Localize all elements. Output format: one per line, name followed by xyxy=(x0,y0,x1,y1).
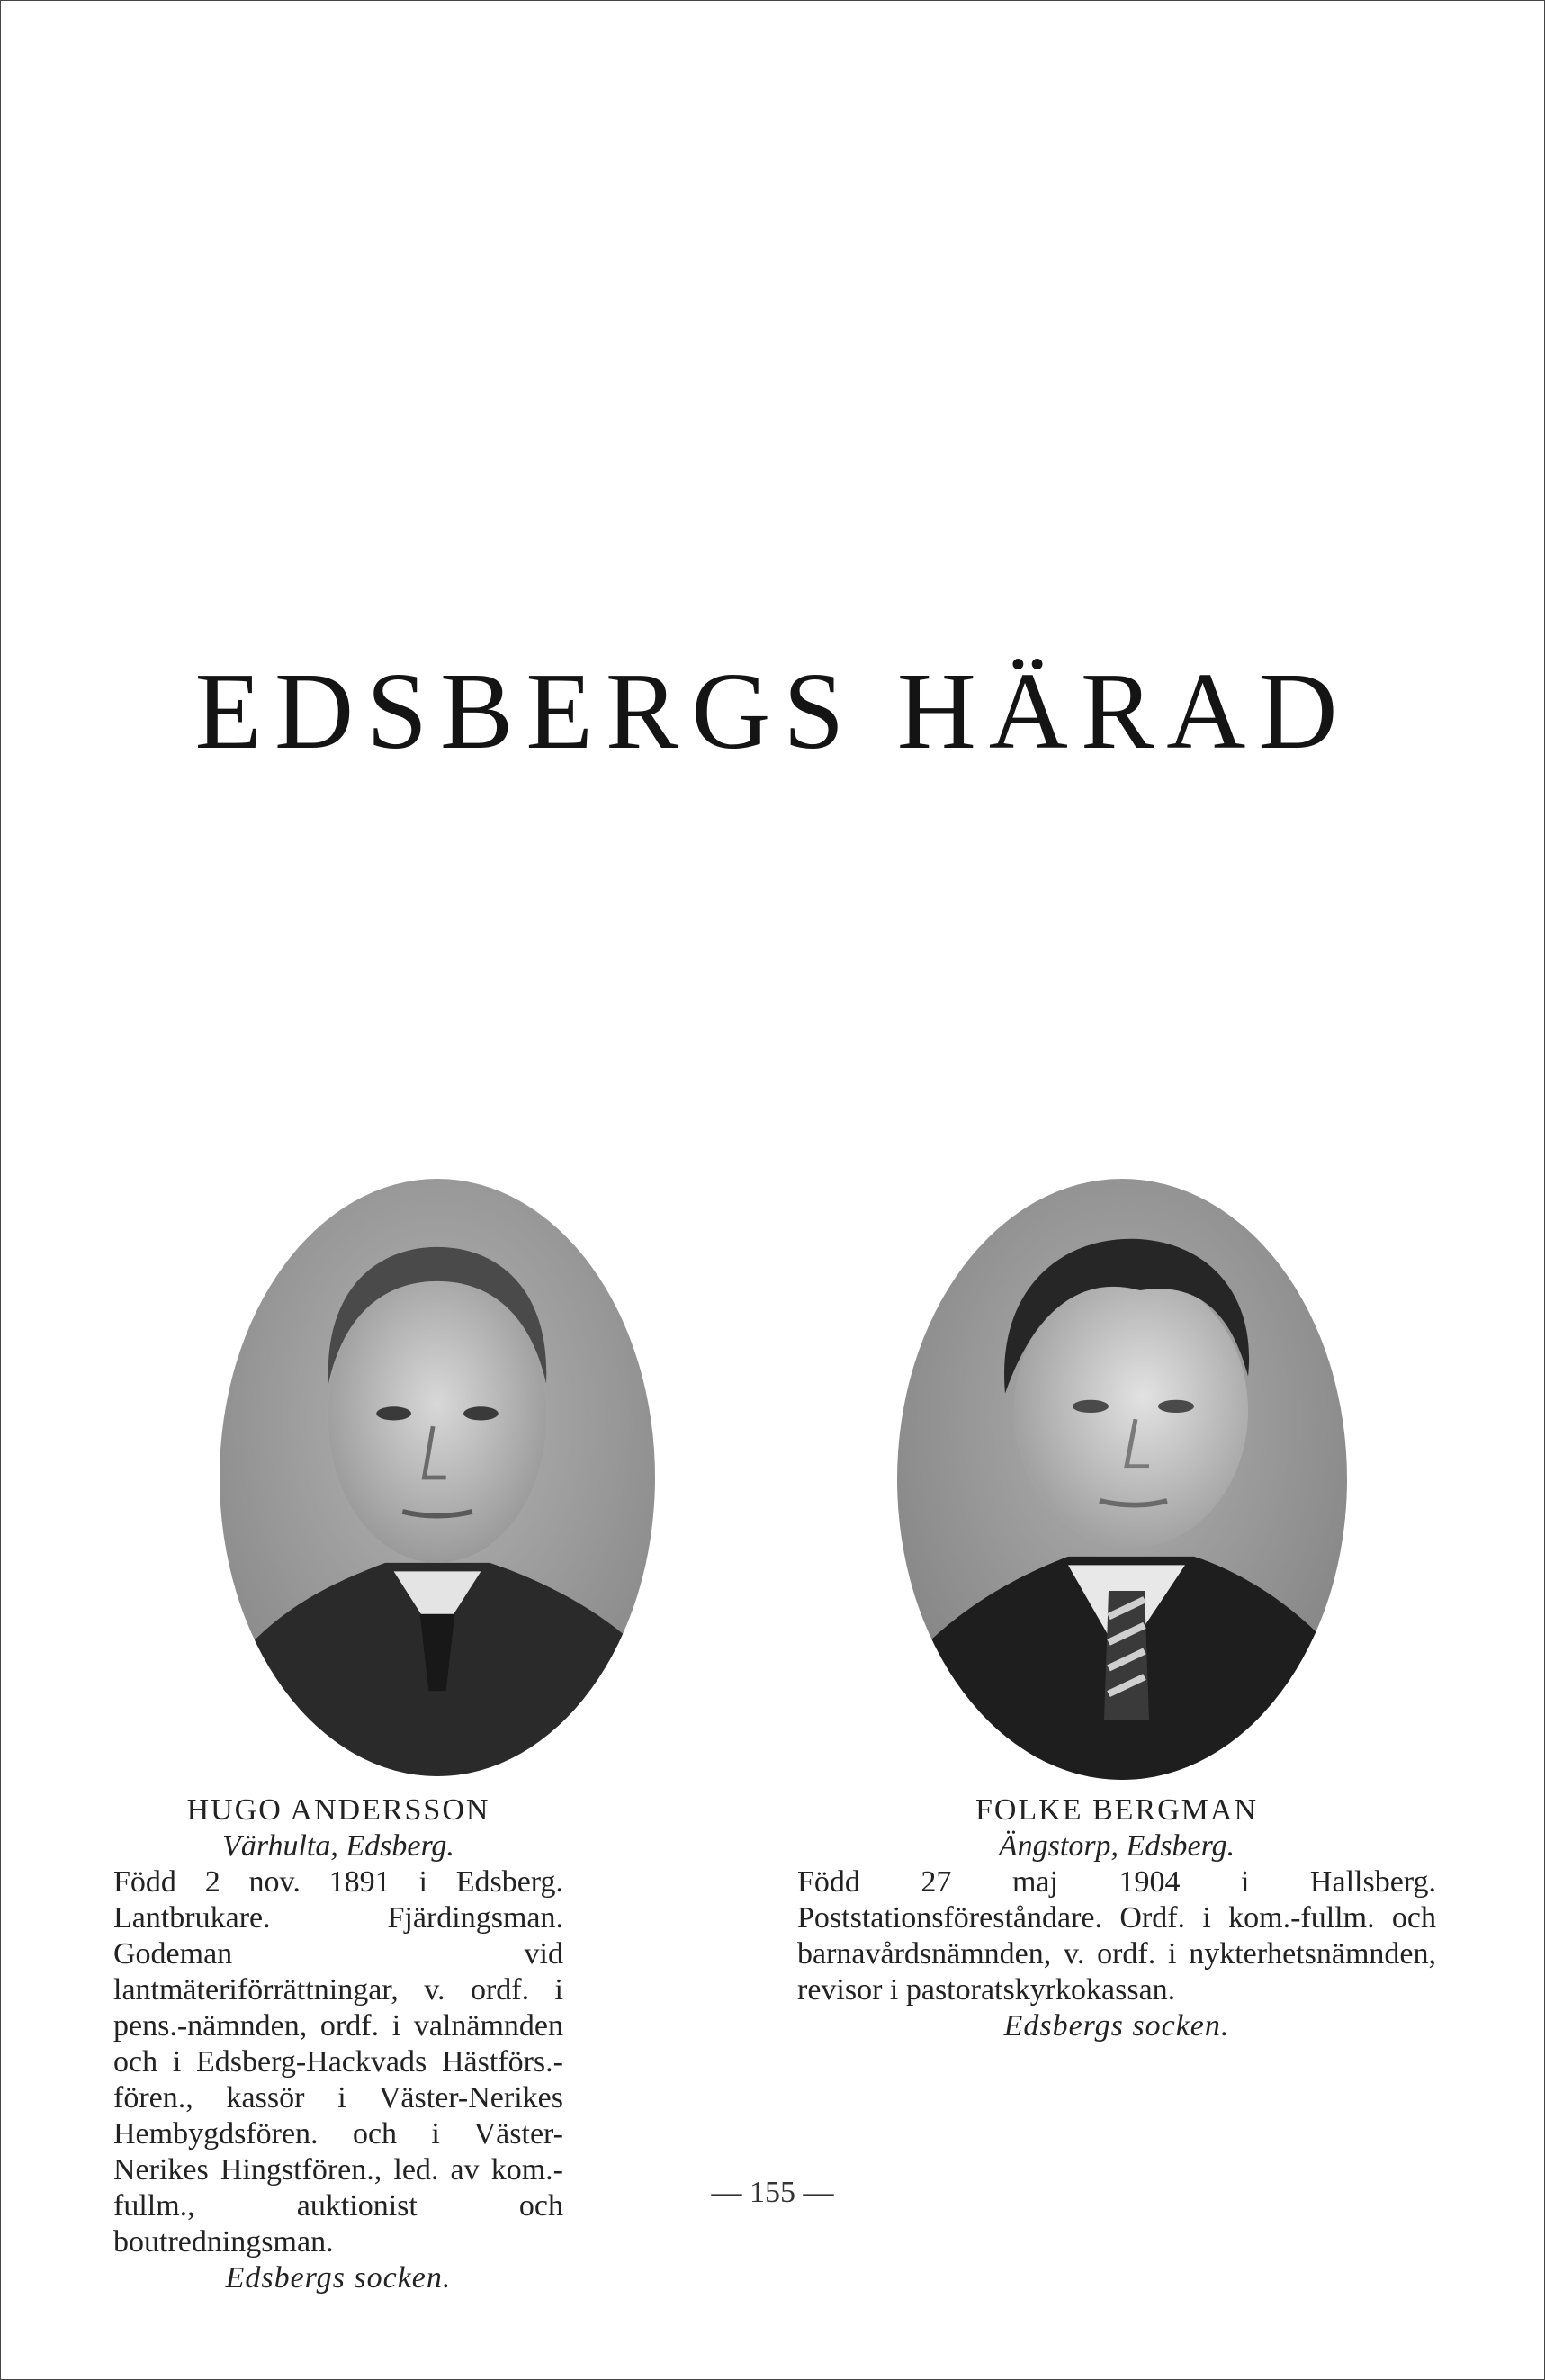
person-parish: Edsbergs socken. xyxy=(1003,2009,1230,2043)
portrait-folke-bergman xyxy=(897,1179,1347,1780)
page-number: — 155 — xyxy=(711,2176,834,2209)
person-parish: Edsbergs socken. xyxy=(225,2261,452,2295)
person-residence: Värhulta, Edsberg. xyxy=(222,1829,454,1863)
portrait-hugo-andersson xyxy=(220,1179,655,1776)
person-residence: Ängstorp, Edsberg. xyxy=(998,1829,1235,1863)
page-title: EDSBERGS HÄRAD xyxy=(194,650,1351,772)
person-biography: Född 2 nov. 1891 i Edsberg. Lantbrukare. Fjärdingsman. Godeman vid lantmäteriförrättningar, v. ordf. i pens.-nämnden, ordf. i valnämnden och i Edsberg-Hackvads Hästförs.-fören., kassör i Väster-Nerikes Hembygdsfören. och i Väster-Nerikes Hingstfören., led. av kom.-fullm., auktionist och boutredningsman. xyxy=(113,1865,563,2259)
bio-folke-bergman xyxy=(797,1792,1436,2044)
person-biography: Född 27 maj 1904 i Hallsberg. Poststationsföreståndare. Ordf. i kom.-fullm. och barnavårdsnämnden, v. ordf. i nykterhetsnämnden, revisor i pastoratskyrkokassan. xyxy=(797,1865,1436,2007)
bio-hugo-andersson xyxy=(113,1792,563,2296)
person-name: FOLKE BERGMAN xyxy=(975,1793,1259,1827)
person-name: HUGO ANDERSSON xyxy=(186,1793,490,1827)
